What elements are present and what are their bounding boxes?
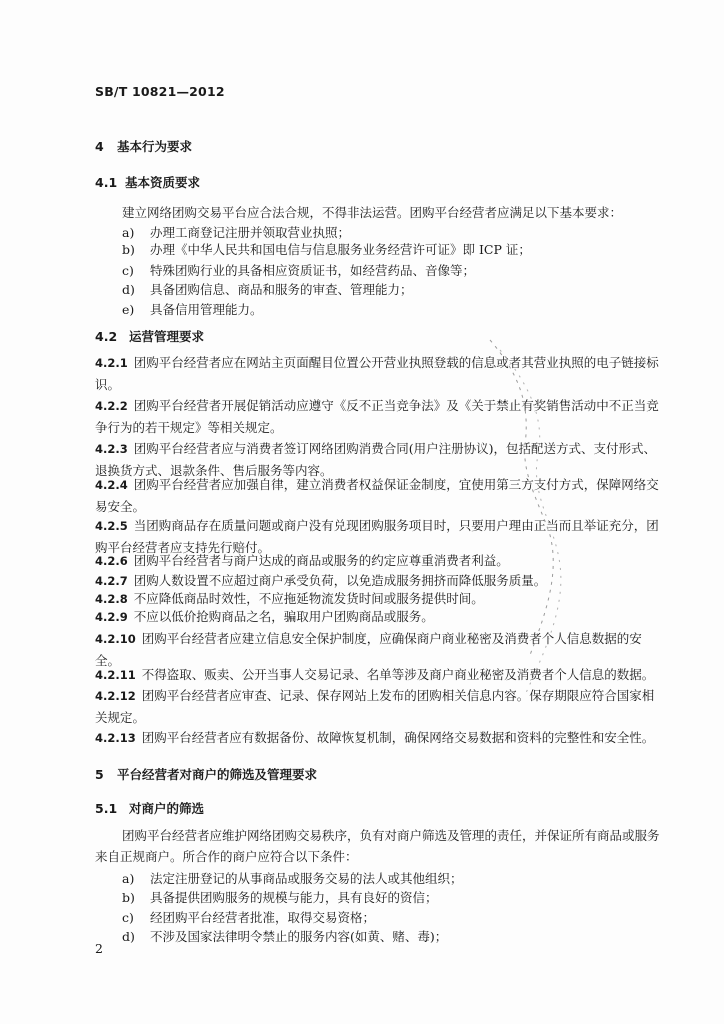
subsection-number: 4.1 [95, 175, 118, 190]
section-4-heading [95, 137, 192, 155]
list-item: c) 经团购平台经营者批准，取得交易资格； [122, 910, 376, 925]
list-item: b) 具备提供团购服务的规模与能力，具有良好的资信； [122, 890, 438, 905]
clause-4-2-12: 4.2.12 团购平台经营者应审查、记录、保存网站上发布的团购相关信息内容。保存期限应符合国家相关规定。 [95, 688, 655, 725]
section-title: 平台经营者对商户的筛选及管理要求 [117, 767, 318, 782]
subsection-number: 4.2 [95, 329, 118, 344]
standard-code: SB/T 10821—2012 [95, 84, 225, 99]
section-number: 4 [95, 139, 104, 154]
clause-4-2-2: 4.2.2 团购平台经营者开展促销活动应遵守《反不正当竞争法》及《关于禁止有奖销售活动中不正当竞争行为的若干规定》等相关规定。 [95, 398, 659, 435]
clause-4-2-8: 4.2.8 不应降低商品时效性，不应拖延物流发货时间或服务提供时间。 [95, 591, 484, 606]
list-item: d) 不涉及国家法律明令禁止的服务内容(如黄、赌、毒)； [122, 929, 448, 944]
section-4-2-heading [95, 327, 204, 345]
list-item: d) 具备团购信息、商品和服务的审查、管理能力； [122, 282, 413, 297]
section-5-heading [95, 765, 317, 783]
subsection-title: 基本资质要求 [125, 175, 201, 190]
clause-4-2-5: 4.2.5 当团购商品存在质量问题或商户没有兑现团购服务项目时，只要用户理由正当而且举证充分，团购平台经营者应支持先行赔付。 [95, 518, 659, 555]
clause-4-2-4: 4.2.4 团购平台经营者应加强自律，建立消费者权益保证金制度，宜使用第三方支付方式，保障网络交易安全。 [95, 477, 659, 514]
subsection-number: 5.1 [95, 801, 118, 816]
clause-4-2-6: 4.2.6 团购平台经营者与商户达成的商品或服务的约定应尊重消费者利益。 [95, 553, 509, 568]
section-title: 基本行为要求 [117, 139, 193, 154]
page-number: 2 [95, 941, 103, 956]
list-item: a) 办理工商登记注册并领取营业执照； [122, 225, 351, 240]
subsection-title: 运营管理要求 [129, 329, 205, 344]
section-4-1-intro: 建立网络团购交易平台应合法合规，不得非法运营。团购平台经营者应满足以下基本要求： [122, 205, 623, 220]
list-item: b) 办理《中华人民共和国电信与信息服务业务经营许可证》即 ICP 证； [122, 242, 531, 257]
clause-4-2-7: 4.2.7 团购人数设置不应超过商户承受负荷，以免造成服务拥挤而降低服务质量。 [95, 573, 547, 588]
section-5-1-intro-line1: 团购平台经营者应维护网络团购交易秩序，负有对商户筛选及管理的责任，并保证所有商品或服务 [122, 828, 660, 843]
clause-4-2-9: 4.2.9 不应以低价抢购商品之名，骗取用户团购商品或服务。 [95, 609, 434, 624]
section-4-1-heading [95, 173, 200, 191]
list-item: e) 具备信用管理能力。 [122, 302, 263, 317]
section-5-1-heading [95, 799, 204, 817]
list-item: c) 特殊团购行业的具备相应资质证书，如经营药品、音像等； [122, 263, 476, 278]
clause-4-2-13: 4.2.13 团购平台经营者应有数据备份、故障恢复机制，确保网络交易数据和资料的完整性和安全性。 [95, 730, 655, 745]
list-item: a) 法定注册登记的从事商品或服务交易的法人或其他组织； [122, 871, 463, 886]
section-5-1-intro-line2: 来自正规商户。所合作的商户应符合以下条件： [95, 849, 358, 864]
subsection-title: 对商户的筛选 [129, 801, 205, 816]
clause-4-2-10: 4.2.10 团购平台经营者应建立信息安全保护制度，应确保商户商业秘密及消费者个人信息数据的安全。 [95, 631, 642, 668]
scan-artifact-lines [430, 335, 630, 715]
clause-4-2-1: 4.2.1 团购平台经营者应在网站主页面醒目位置公开营业执照登载的信息或者其营业执照的电子链接标识。 [95, 355, 659, 392]
clause-4-2-3: 4.2.3 团购平台经营者应与消费者签订网络团购消费合同(用户注册协议)，包括配送方式、支付形式、退换货方式、退款条件、售后服务等内容。 [95, 441, 657, 478]
clause-4-2-11: 4.2.11 不得盗取、贩卖、公开当事人交易记录、名单等涉及商户商业秘密及消费者个人信息的数据。 [95, 667, 655, 682]
section-number: 5 [95, 767, 104, 782]
